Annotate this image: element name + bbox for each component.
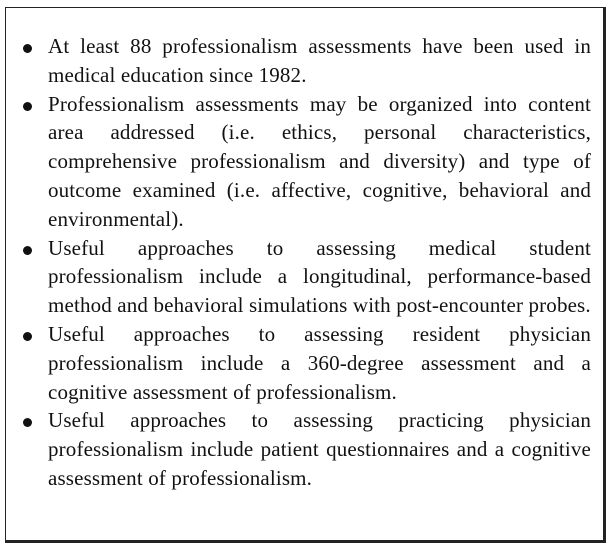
list-item xyxy=(6,234,603,320)
bullet-icon xyxy=(23,332,32,341)
bullet-icon xyxy=(23,44,32,53)
list-item xyxy=(6,320,603,406)
point-text: Useful approaches to assessing medical student professionalism include a longitudinal, performance-based method and behavioral simulations with post-encounter probes. xyxy=(48,235,591,318)
list-item xyxy=(6,406,603,492)
list-item xyxy=(6,90,603,234)
point-text: Professionalism assessments may be organized into content area addressed (i.e. ethics, personal characteristics, comprehensive professionalism and diversity) and type of outcome examined (i.e. affective, cognitive, behavioral and environmental). xyxy=(48,91,591,231)
bullet-icon xyxy=(23,418,32,427)
list-item xyxy=(6,32,603,90)
key-points-box xyxy=(5,7,606,543)
key-points-list xyxy=(6,32,603,493)
point-text: Useful approaches to assessing resident physician professionalism include a 360-degree assessment and a cognitive assessment of professionalism. xyxy=(48,321,591,404)
point-text: At least 88 professionalism assessments have been used in medical education since 1982. xyxy=(48,34,591,87)
bullet-icon xyxy=(23,102,32,111)
point-text: Useful approaches to assessing practicing physician professionalism include patient questionnaires and a cognitive assessment of professionalism. xyxy=(48,408,591,490)
bullet-icon xyxy=(23,246,32,255)
